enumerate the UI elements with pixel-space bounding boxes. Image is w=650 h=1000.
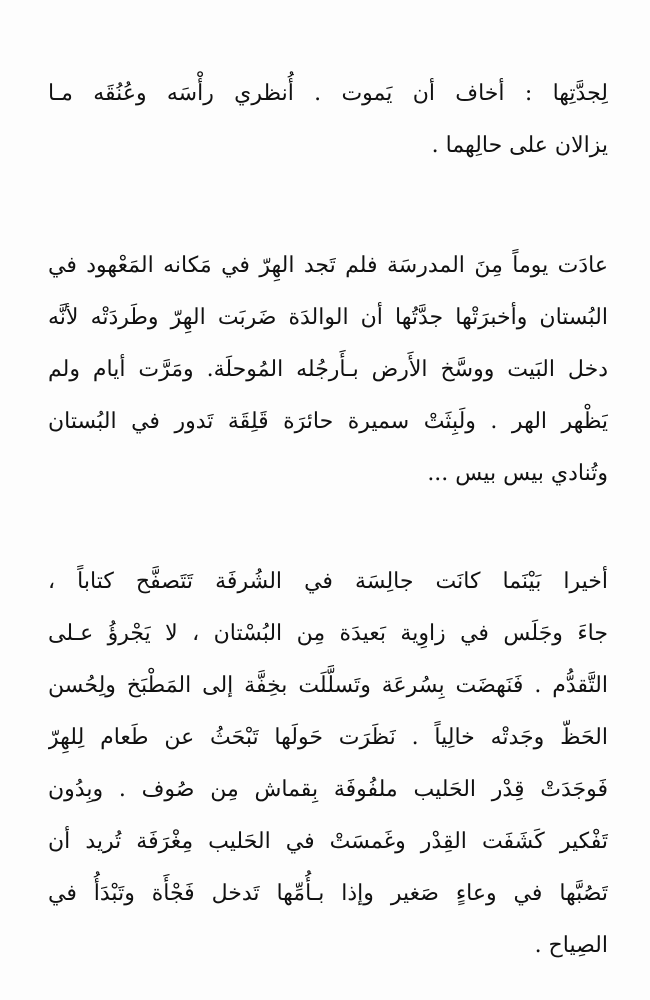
text-line: دخل البَيت ووسَّخ الأَرض بـأَرجُله المُوحلَة. ومَرَّت أيام ولم <box>48 357 608 382</box>
text-line: يزالان على حالِهما . <box>431 133 608 158</box>
text-line: لِجدَّتِها : أخاف أن يَموت . أُنظري رأْسَه وعُنُقَه مـا <box>48 81 608 106</box>
paragraph-2 <box>48 240 608 500</box>
paragraph-3 <box>48 556 608 972</box>
text-line: أخيرا بَيْنَما كانَت جالِسَة في الشُرفَة تَتَصفَّح كتاباً ، <box>48 569 608 594</box>
text-line: تَفْكير كَشَفَت القِدْر وغَمسَتْ في الحَليب مِغْرَفَة تُريد أن <box>48 829 608 854</box>
text-line: تَصُبَّها في وعاءٍ صَغير وإذا بـأُمِّها تَدخل فَجْأَة وتَبْدَأُ في <box>48 881 608 906</box>
text-line: عادَت يوماً مِنَ المدرسَة فلم تَجد الهِرّ في مَكانه المَعْهود في <box>48 253 608 278</box>
text-line: التَّقدُّم . فَنَهضَت بِسُرعَة وتَسلَّلَت بخِفَّة إلى المَطْبَخ ولِحُسن <box>48 673 608 698</box>
text-line: الصِياح . <box>534 933 608 958</box>
text-line: وتُنادي بيس بيس ... <box>427 461 608 486</box>
text-line: يَظْهر الهر . ولَبِثَتْ سميرة حائرَة قَلِقَة تَدور في البُستان <box>48 409 608 434</box>
text-line: جاءَ وجَلَس في زاوِية بَعيدَة مِن البُسْتان ، لا يَجْرؤُ عـلى <box>48 621 608 646</box>
text-line: البُستان وأخبرَتْها جدَّتُها أن الوالدَة ضَربَت الهِرّ وطَردَتْه لأنَّه <box>48 305 608 330</box>
text-line: الحَظّ وجَدتْه خالِياً . نَظَرَت حَولَها تَبْحَثُ عن طَعام لِلهِرّ <box>48 725 608 750</box>
paragraph-1 <box>48 68 608 172</box>
text-line: فَوجَدَتْ قِدْر الحَليب ملفُوفَة بِقماش مِن صُوف . وبِدُون <box>48 777 608 802</box>
